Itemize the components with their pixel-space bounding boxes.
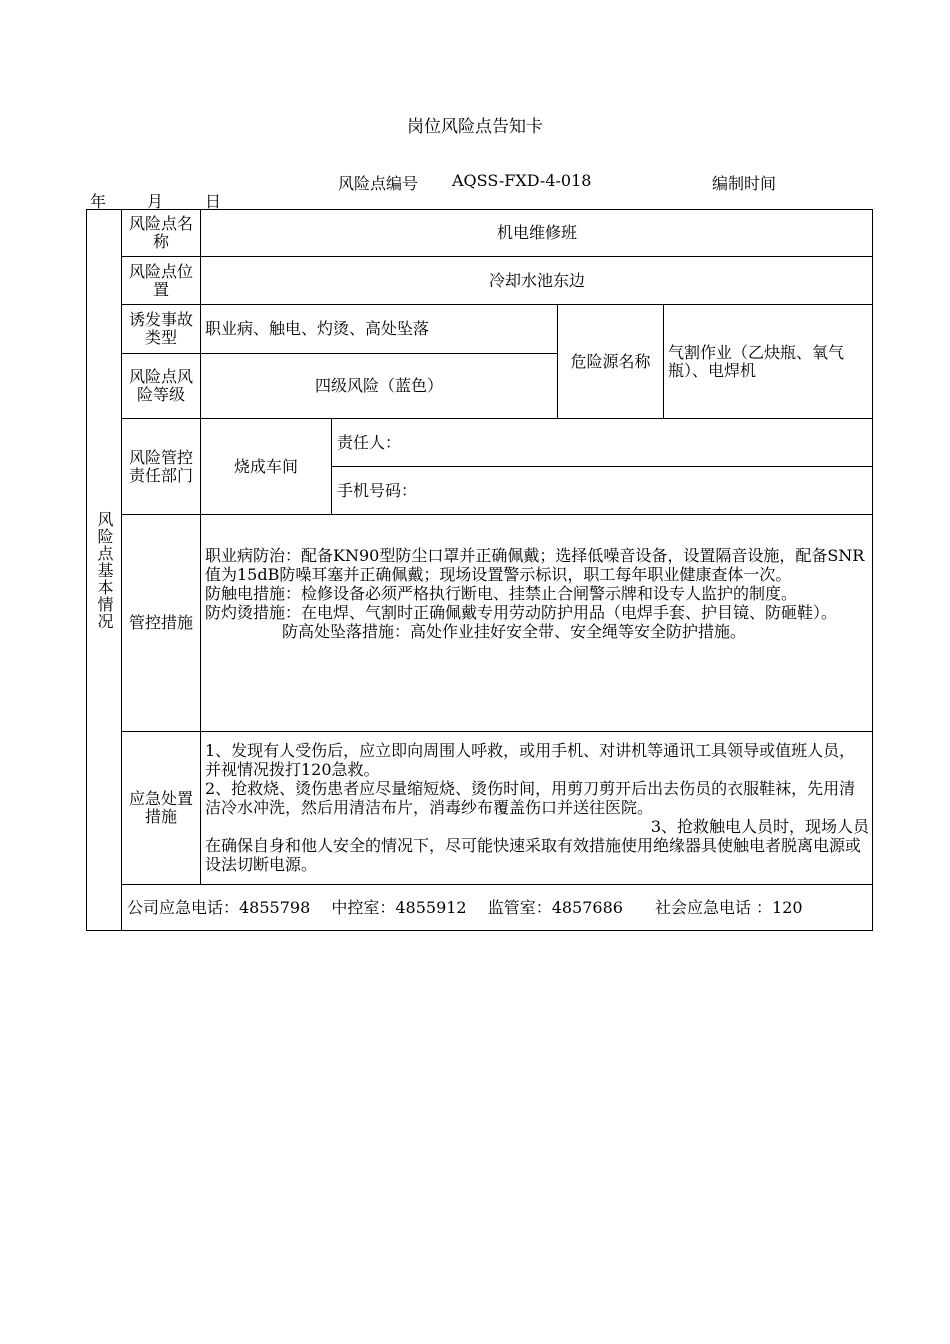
risk-no-label: 风险点编号: [338, 174, 419, 193]
name-value: 机电维修班: [496, 223, 577, 242]
dept-value: 烧成车间: [233, 456, 298, 476]
emergency-paragraph: 2、抢救烧、烫伤患者应尽量缩短烧、烫伤时间，用剪刀剪开后出去伤员的衣服鞋袜，先用清洁冷水冲洗，然后用清洁布片，消毒纱布覆盖伤口并送往医院。: [205, 779, 856, 817]
level-label: 风险点风险等级: [128, 366, 193, 404]
location-label: 风险点位置: [128, 262, 193, 299]
emergency-text: [205, 741, 869, 874]
control-paragraph: 职业病防治：配备KN90型防尘口罩并正确佩戴；选择低噪音设备，设置隔音设施，配备SNR值为15dB防噪耳塞并正确佩戴；现场设置警示标识，职工每年职业健康查体一次。: [205, 546, 865, 584]
control-paragraph: 防高处坠落措施：高处作业挂好安全带、安全绳等安全防护措施。: [282, 622, 747, 641]
hazard-value: 气割作业（乙炔瓶、氧气瓶）、电焊机: [668, 342, 845, 380]
page-title: 岗位风险点告知卡: [407, 117, 543, 137]
date-day: 日: [205, 192, 222, 211]
rule: [663, 304, 664, 418]
emergency-paragraph: 3、抢救触电人员时，现场人员: [650, 817, 869, 836]
rule: [121, 731, 873, 732]
date-month: 月: [147, 192, 164, 211]
edit-time-label: 编制时间: [712, 174, 777, 193]
accident-value: 职业病、触电、灼烫、高处坠落: [205, 319, 430, 338]
dept-label: 风险管控责任部门: [128, 447, 193, 485]
emergency-paragraph: 在确保自身和他人安全的情况下，尽可能快速采取有效措施使用绝缘器具使触电者脱离电源或设法切断电源。: [205, 836, 862, 874]
control-paragraph: 防触电措施：检修设备必须严格执行断电、挂禁止合闸警示牌和设专人监护的制度。: [205, 584, 798, 603]
date-year: 年: [90, 192, 107, 211]
hazard-label: 危险源名称: [570, 351, 651, 371]
location-value: 冷却水池东边: [488, 270, 585, 290]
risk-no-value: AQSS-FXD-4-018: [452, 171, 592, 190]
control-paragraph: 防灼烫措施：在电焊、气割时正确佩戴专用劳动防护用品（电焊手套、护目镜、防砸鞋）。: [205, 603, 838, 622]
phone-label: 手机号码：: [337, 480, 418, 500]
section-label: 风险点基本情况: [95, 510, 114, 630]
level-value: 四级风险（蓝色）: [314, 376, 443, 395]
name-label: 风险点名称: [128, 214, 193, 251]
emergency-phones: 公司应急电话：4855798 中控室：4855912 监管室：4857686 社会应急电话 ：120: [127, 897, 803, 917]
control-text: [205, 546, 869, 641]
rule: [121, 514, 873, 515]
responsible-label: 责任人：: [337, 432, 402, 452]
emergency-label: 应急处置措施: [128, 789, 193, 826]
accident-label: 诱发事故类型: [128, 310, 193, 347]
rule: [200, 209, 201, 884]
control-label: 管控措施: [128, 613, 193, 632]
emergency-paragraph: 1、发现有人受伤后，应立即向周围人呼救，或用手机、对讲机等通讯工具领导或值班人员，并视情况拨打120急救。: [205, 741, 856, 779]
